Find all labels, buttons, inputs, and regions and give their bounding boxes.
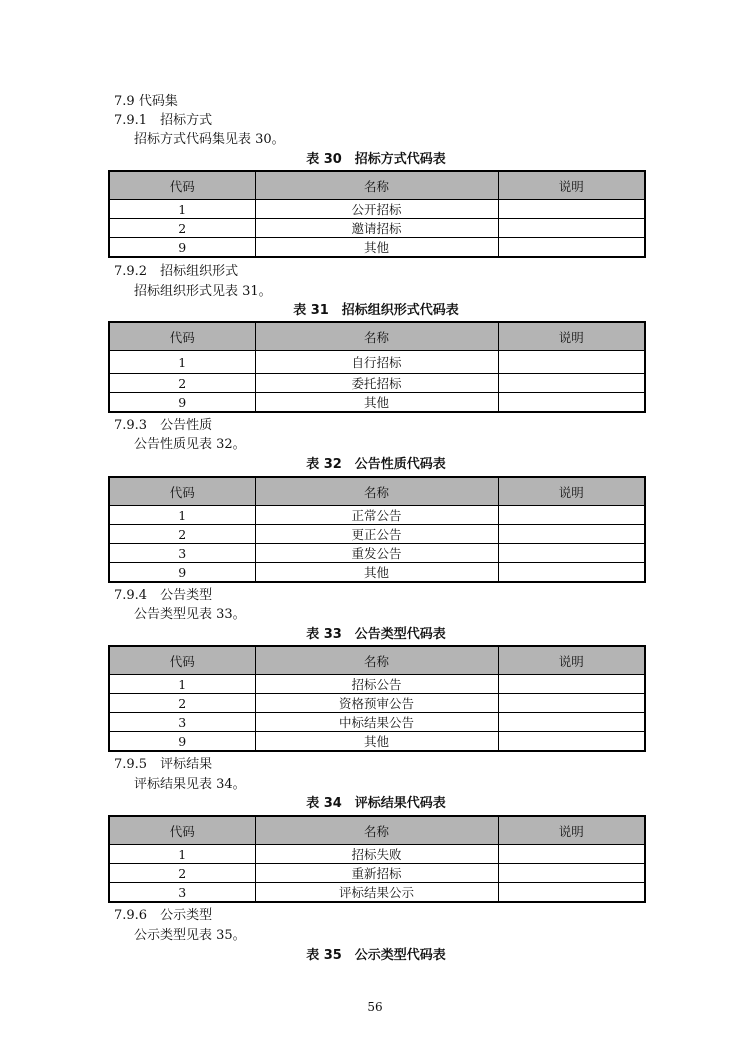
cell-code: 2 (109, 219, 255, 238)
subsection-heading (114, 113, 212, 129)
header-note: 说明 (498, 816, 645, 845)
subsection-title: 招标方式 (160, 113, 213, 128)
cell-note (498, 732, 645, 752)
cell-note (498, 544, 645, 563)
table-row (109, 675, 645, 694)
table-row (109, 506, 645, 525)
code-table-31 (108, 321, 646, 413)
cell-code: 1 (109, 506, 255, 525)
cell-name: 其他 (255, 732, 498, 752)
header-code: 代码 (109, 322, 255, 351)
table-row (109, 713, 645, 732)
cell-note (498, 883, 645, 903)
table-row (109, 563, 645, 583)
subsection-text: 公告类型见表 33。 (134, 607, 246, 622)
cell-name: 委托招标 (255, 374, 498, 393)
table-caption: 表 34 评标结果代码表 (306, 796, 446, 811)
cell-name: 重新招标 (255, 864, 498, 883)
header-name: 名称 (255, 816, 498, 845)
subsection-number: 7.9.6 (114, 908, 148, 923)
subsection-number: 7.9.4 (114, 588, 148, 603)
cell-code: 3 (109, 713, 255, 732)
cell-name: 其他 (255, 393, 498, 413)
cell-note (498, 713, 645, 732)
cell-name: 资格预审公告 (255, 694, 498, 713)
table-row (109, 883, 645, 903)
header-note: 说明 (498, 322, 645, 351)
table-row (109, 864, 645, 883)
subsection-title: 评标结果 (160, 757, 213, 772)
header-code: 代码 (109, 171, 255, 200)
table-caption: 表 35 公示类型代码表 (306, 948, 446, 963)
cell-note (498, 219, 645, 238)
cell-note (498, 845, 645, 864)
cell-code: 3 (109, 544, 255, 563)
cell-note (498, 374, 645, 393)
subsection-heading (114, 264, 238, 280)
table-header-row (109, 477, 645, 506)
cell-code: 9 (109, 393, 255, 413)
cell-note (498, 238, 645, 258)
cell-code: 2 (109, 525, 255, 544)
subsection-title: 招标组织形式 (160, 264, 239, 279)
table-row (109, 200, 645, 219)
cell-name: 自行招标 (255, 351, 498, 374)
subsection-heading (114, 757, 212, 773)
table-row (109, 351, 645, 374)
subsection-text: 招标组织形式见表 31。 (134, 284, 272, 299)
subsection-number: 7.9.1 (114, 113, 148, 128)
header-note: 说明 (498, 646, 645, 675)
cell-name: 中标结果公告 (255, 713, 498, 732)
table-caption: 表 30 招标方式代码表 (306, 152, 446, 167)
page-number: 56 (367, 1000, 383, 1014)
table-row (109, 374, 645, 393)
cell-code: 2 (109, 694, 255, 713)
subsection-number: 7.9.3 (114, 418, 148, 433)
cell-code: 2 (109, 374, 255, 393)
cell-note (498, 864, 645, 883)
table-header-row (109, 646, 645, 675)
table-caption: 表 32 公告性质代码表 (306, 457, 446, 472)
cell-note (498, 694, 645, 713)
header-name: 名称 (255, 171, 498, 200)
cell-name: 评标结果公示 (255, 883, 498, 903)
subsection-text: 公示类型见表 35。 (134, 928, 246, 943)
cell-note (498, 675, 645, 694)
cell-code: 1 (109, 351, 255, 374)
table-row (109, 544, 645, 563)
cell-note (498, 200, 645, 219)
cell-name: 招标公告 (255, 675, 498, 694)
cell-name: 邀请招标 (255, 219, 498, 238)
table-row (109, 694, 645, 713)
subsection-text: 评标结果见表 34。 (134, 777, 246, 792)
cell-note (498, 525, 645, 544)
subsection-text: 招标方式代码集见表 30。 (134, 132, 285, 147)
table-row (109, 238, 645, 258)
subsection-text: 公告性质见表 32。 (134, 437, 246, 452)
header-name: 名称 (255, 322, 498, 351)
cell-note (498, 563, 645, 583)
header-code: 代码 (109, 816, 255, 845)
table-row (109, 732, 645, 752)
cell-name: 招标失败 (255, 845, 498, 864)
code-table-33 (108, 645, 646, 752)
cell-code: 3 (109, 883, 255, 903)
section-number: 7.9 (114, 94, 135, 109)
cell-code: 9 (109, 238, 255, 258)
cell-name: 其他 (255, 238, 498, 258)
cell-code: 9 (109, 732, 255, 752)
section-title: 代码集 (138, 94, 178, 109)
cell-name: 其他 (255, 563, 498, 583)
cell-name: 公开招标 (255, 200, 498, 219)
subsection-heading (114, 588, 212, 604)
code-table-32 (108, 476, 646, 583)
table-row (109, 845, 645, 864)
cell-code: 1 (109, 675, 255, 694)
code-table-34 (108, 815, 646, 903)
cell-name: 更正公告 (255, 525, 498, 544)
subsection-number: 7.9.2 (114, 264, 148, 279)
cell-code: 1 (109, 200, 255, 219)
subsection-title: 公示类型 (160, 908, 213, 923)
table-header-row (109, 322, 645, 351)
cell-note (498, 351, 645, 374)
cell-note (498, 506, 645, 525)
subsection-title: 公告性质 (160, 418, 213, 433)
cell-name: 重发公告 (255, 544, 498, 563)
header-code: 代码 (109, 646, 255, 675)
cell-code: 9 (109, 563, 255, 583)
code-table-30 (108, 170, 646, 258)
cell-note (498, 393, 645, 413)
table-row (109, 525, 645, 544)
table-caption: 表 33 公告类型代码表 (306, 627, 446, 642)
section-heading (114, 94, 178, 110)
cell-code: 2 (109, 864, 255, 883)
subsection-number: 7.9.5 (114, 757, 148, 772)
header-note: 说明 (498, 477, 645, 506)
subsection-title: 公告类型 (160, 588, 213, 603)
header-note: 说明 (498, 171, 645, 200)
table-header-row (109, 816, 645, 845)
table-caption: 表 31 招标组织形式代码表 (293, 303, 459, 318)
subsection-heading (114, 418, 212, 434)
cell-code: 1 (109, 845, 255, 864)
subsection-heading (114, 908, 212, 924)
header-code: 代码 (109, 477, 255, 506)
cell-name: 正常公告 (255, 506, 498, 525)
header-name: 名称 (255, 646, 498, 675)
table-row (109, 219, 645, 238)
table-header-row (109, 171, 645, 200)
table-row (109, 393, 645, 413)
header-name: 名称 (255, 477, 498, 506)
